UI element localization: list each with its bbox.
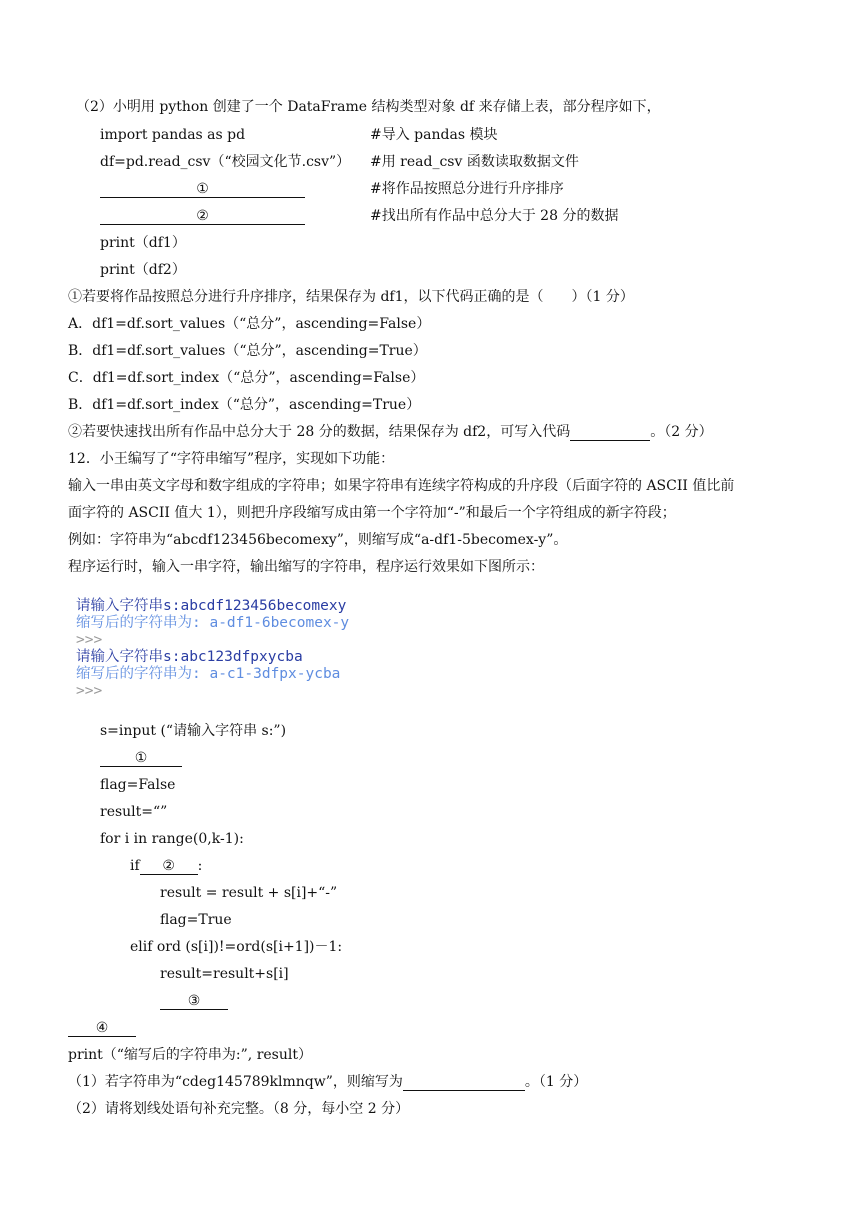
code2-print: print（“缩写后的字符串为:”, result） xyxy=(68,1047,312,1063)
code-blank-2-comment: #找出所有作品中总分大于 28 分的数据 xyxy=(370,208,619,224)
code2-flag: flag=False xyxy=(100,777,176,793)
answer-blank xyxy=(570,424,650,441)
console-line-2: 缩写后的字符串为: a-df1-6becomex-y xyxy=(76,615,350,631)
code-blank-2 xyxy=(100,206,305,226)
code-import-comment: #导入 pandas 模块 xyxy=(370,127,498,143)
sub-question-1: ①若要将作品按照总分进行升序排序，结果保存为 df1，以下代码正确的是（ ）（1 分） xyxy=(68,289,634,305)
q12-sub-1-score: 。（1 分） xyxy=(524,1074,588,1090)
console-line-1: 请输入字符串s:abcdf123456becomexy xyxy=(76,598,347,614)
code2-blank-2-label: ② xyxy=(140,858,198,875)
code2-blank-1-label: ① xyxy=(100,750,182,767)
code2-for: for i in range(0,k-1): xyxy=(100,831,244,847)
option-b: B．df1=df.sort_values（“总分”，ascending=True） xyxy=(68,343,427,359)
q12-desc-2: 面字符的 ASCII 值大 1），则把升序段缩写成由第一个字符加“-”和最后一个字符组成的新字符段； xyxy=(68,505,676,521)
code2-if-colon: : xyxy=(197,858,203,874)
q12-title: 12．小王编写了“字符串缩写”程序，实现如下功能： xyxy=(68,451,395,467)
code-blank-1-comment: #将作品按照总分进行升序排序 xyxy=(370,181,564,197)
sub-question-2 xyxy=(68,422,713,442)
code2-input: s=input (“请输入字符串 s:”) xyxy=(100,723,287,739)
code-read-comment: #用 read_csv 函数读取数据文件 xyxy=(370,154,579,170)
console-output xyxy=(72,596,372,706)
option-c: C．df1=df.sort_index（“总分”，ascending=False） xyxy=(68,370,425,386)
code-import-line: import pandas as pd xyxy=(100,127,246,143)
code2-blank-1 xyxy=(100,748,182,768)
console-line-6: >>> xyxy=(76,683,103,699)
option-a: A．df1=df.sort_values（“总分”，ascending=False） xyxy=(68,316,431,332)
code2-flag-true: flag=True xyxy=(160,912,232,928)
q12-desc-1: 输入一串由英文字母和数字组成的字符串；如果字符串有连续字符构成的升序段（后面字符的 ASCII 值比前 xyxy=(68,478,735,494)
code2-if-keyword: if xyxy=(130,858,140,874)
code2-blank-3 xyxy=(160,991,228,1011)
sub-question-2-score: 。（2 分） xyxy=(650,424,713,440)
q12-run: 程序运行时，输入一串字符，输出缩写的字符串，程序运行效果如下图所示： xyxy=(68,559,544,575)
console-line-4: 请输入字符串s:abc123dfpxycba xyxy=(76,649,303,665)
q12-sub-1-text: （1）若字符串为“cdeg145789klmnqw”，则缩写为 xyxy=(68,1074,403,1090)
console-line-3: >>> xyxy=(76,632,103,648)
code2-blank-4 xyxy=(68,1018,136,1038)
sub-question-2-text: ②若要快速找出所有作品中总分大于 28 分的数据，结果保存为 df2，可写入代码 xyxy=(68,424,571,440)
blank-1-label: ① xyxy=(100,181,305,198)
q12-sub-2: （2）请将划线处语句补充完整。（8 分，每小空 2 分） xyxy=(68,1101,410,1117)
console-line-5: 缩写后的字符串为: a-c1-3dfpx-ycba xyxy=(76,666,341,682)
code2-elif: elif ord (s[i])!=ord(s[i+1])－1: xyxy=(130,939,343,955)
q12-example: 例如：字符串为“abcdf123456becomexy”，则缩写成“a-df1-5becomex-y”。 xyxy=(68,532,568,548)
code-read-line: df=pd.read_csv（“校园文化节.csv”） xyxy=(100,154,351,170)
code2-result-add2: result=result+s[i] xyxy=(160,966,289,982)
code-print-df2: print（df2） xyxy=(100,262,186,278)
option-d: B．df1=df.sort_index（“总分”，ascending=True） xyxy=(68,397,421,413)
q12-sub-1 xyxy=(68,1072,587,1092)
code2-result-add: result = result + s[i]+“-” xyxy=(160,885,338,901)
code-blank-1 xyxy=(100,179,305,199)
q2-intro: （2）小明用 python 创建了一个 DataFrame 结构类型对象 df 来存储上表，部分程序如下， xyxy=(76,99,661,115)
code-print-df1: print（df1） xyxy=(100,235,186,251)
code2-blank-3-label: ③ xyxy=(160,993,228,1010)
code2-result: result=“” xyxy=(100,804,168,820)
code2-blank-4-label: ④ xyxy=(68,1020,136,1037)
blank-2-label: ② xyxy=(100,208,305,225)
code2-if xyxy=(130,856,202,876)
q12-sub-1-blank xyxy=(403,1074,525,1091)
